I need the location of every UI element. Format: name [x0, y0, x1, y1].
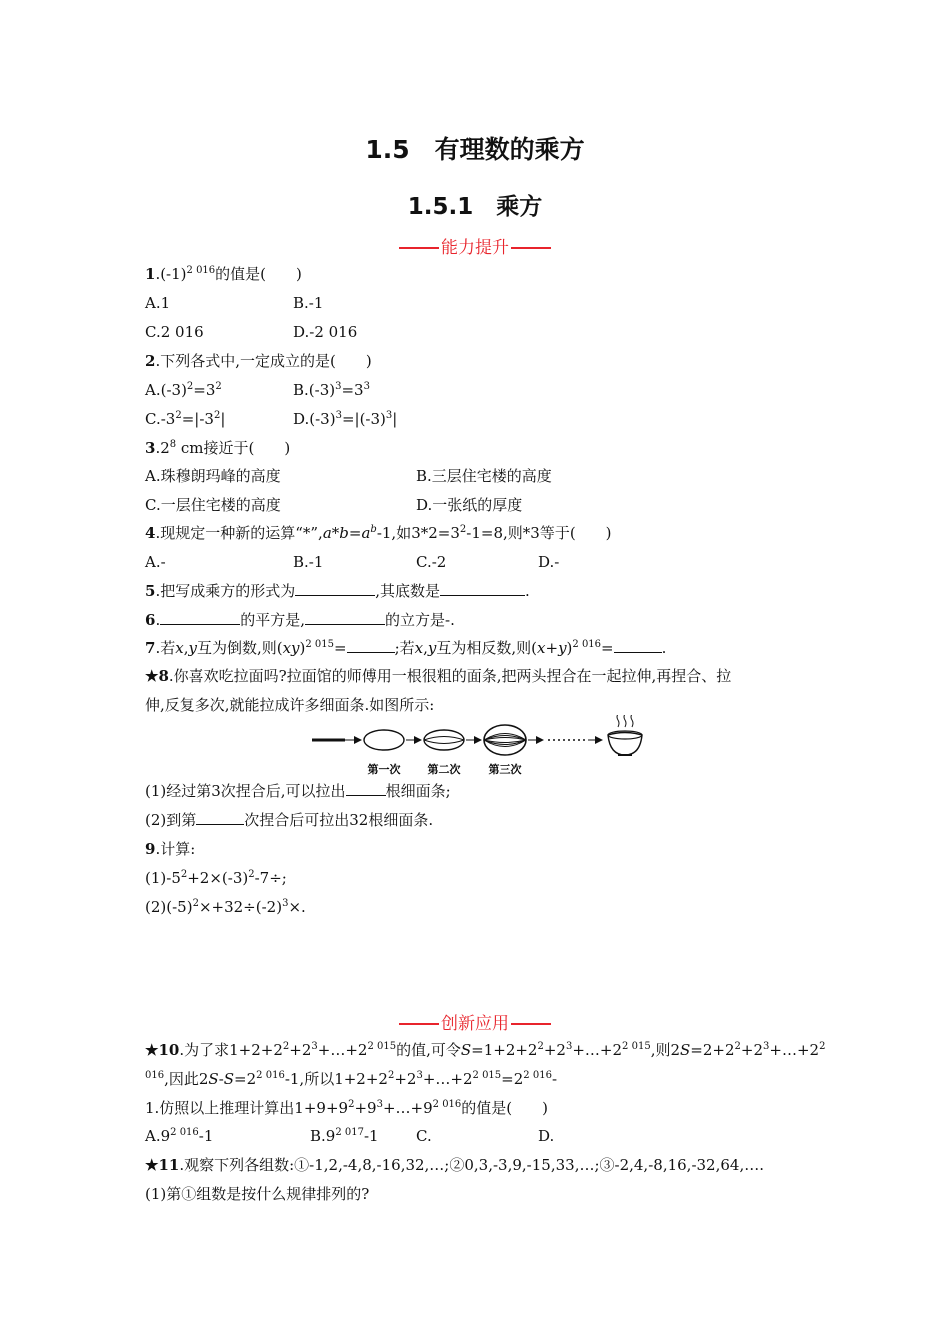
- noodle-figure: [310, 715, 650, 785]
- question-6: 6. 的平方是, 的立方是-.: [145, 611, 455, 629]
- q4-option-b: B.-1: [293, 553, 324, 571]
- answer-blank[interactable]: [347, 638, 395, 653]
- section-rule-left: [399, 1023, 439, 1025]
- section-rule-left: [399, 247, 439, 249]
- question-3: $3.2^8$ cm接近于( ): [145, 439, 291, 457]
- page-title: 1.5 有理数的乘方: [365, 135, 585, 164]
- section-rule-right: [511, 247, 551, 249]
- question-11: ★11.观察下列各组数:①-1,2,-4,8,-16,32,…;②0,3,-3,9,-15,33,…;③-2,4,-8,16,-32,64,….: [145, 1156, 764, 1174]
- question-9: 9.计算:: [145, 840, 196, 858]
- answer-blank[interactable]: [440, 581, 525, 596]
- q4-option-d: D.-: [538, 553, 560, 571]
- question-10-cont2: 1.仿照以上推理计算出$1+9+9^2+9^3+\dots+9^{2 016}$的值是( ): [145, 1099, 549, 1117]
- q2-option-d: $D.(-3)^3=|(-3)^3|$: [293, 410, 398, 428]
- q8-sub1: (1)经过第3次捏合后,可以拉出 根细面条;: [145, 782, 451, 800]
- question-1: $1.(-1)^{2 016}$的值是( ): [145, 265, 302, 283]
- q3-option-c: C.一层住宅楼的高度: [145, 496, 281, 514]
- q3-option-b: B.三层住宅楼的高度: [416, 467, 552, 485]
- section-header-ability: 能力提升: [0, 233, 950, 258]
- answer-blank[interactable]: [196, 810, 244, 825]
- page-subtitle: 1.5.1 乘方: [407, 194, 543, 220]
- question-7: 7.若x,y互为倒数,则(xy)$^{2 015}$= ;若x,y互为相反数,则$(x+y)^{2 016}=$ .: [145, 639, 667, 657]
- q1-option-a: A.1: [145, 294, 171, 312]
- section-rule-right: [511, 1023, 551, 1025]
- q2-option-b: $B.(-3)^3=3^3$: [293, 381, 370, 399]
- answer-blank[interactable]: [614, 638, 662, 653]
- question-8-cont: 伸,反复多次,就能拉成许多细面条.如图所示:: [145, 696, 435, 714]
- q4-option-c: C.-2: [416, 553, 447, 571]
- q10-option-b: $B.9^{2 017}-1$: [310, 1127, 379, 1145]
- question-10-cont: $^{016}$,因此$2S-S=2^{2 016}-1$,所以$1+2+2^2+2^3+\dots+2^{2 015}=2^{2 016}-$: [145, 1070, 558, 1088]
- q10-option-d: D.: [538, 1127, 555, 1145]
- question-5: 5.把写成乘方的形式为 ,其底数是 .: [145, 582, 530, 600]
- q9-sub1: $(1)-5^2+2\times(-3)^2-7\div$;: [145, 869, 287, 887]
- answer-blank[interactable]: [295, 581, 375, 596]
- fig-label-3: 第三次: [488, 763, 522, 776]
- q8-sub2: (2)到第 次捏合后可拉出32根细面条.: [145, 811, 434, 829]
- question-8: ★8.你喜欢吃拉面吗?拉面馆的师傅用一根很粗的面条,把两头捏合在一起拉伸,再捏合、拉: [145, 667, 732, 685]
- question-2: 2.下列各式中,一定成立的是( ): [145, 352, 372, 370]
- q11-sub1: (1)第①组数是按什么规律排列的?: [145, 1185, 370, 1203]
- q4-option-a: A.-: [145, 553, 166, 571]
- q2-option-a: $A.(-3)^2=3^2$: [145, 381, 222, 399]
- q1-option-b: B.-1: [293, 294, 324, 312]
- q10-option-a: $A.9^{2 016}-1$: [145, 1127, 214, 1145]
- q3-option-d: D.一张纸的厚度: [416, 496, 523, 514]
- answer-blank[interactable]: [305, 610, 385, 625]
- section-header-innovation: 创新应用: [0, 1009, 950, 1034]
- q2-option-c: $C.-3^2=|-3^2|$: [145, 410, 226, 428]
- q1-option-d: D.-2 016: [293, 323, 358, 341]
- question-4: 4.现规定一种新的运算“$*”,a*b=a^b-1$,如$3*2=3^2-1=8$,则*3等于( ): [145, 524, 612, 542]
- fig-label-2: 第二次: [427, 763, 461, 776]
- fig-label-1: 第一次: [367, 763, 401, 776]
- q3-option-a: A.珠穆朗玛峰的高度: [145, 467, 281, 485]
- q10-option-c: C.: [416, 1127, 432, 1145]
- answer-blank[interactable]: [160, 610, 240, 625]
- question-10: ★10.为了求$1+2+2^2+2^3+\dots+2^{2 015}$的值,可令$S=1+2+2^2+2^3+\dots+2^{2 015}$,则$2S=2+2^2+2^3+\dots+2^2$: [145, 1041, 826, 1059]
- answer-blank[interactable]: [346, 781, 386, 796]
- q1-option-c: C.2 016: [145, 323, 204, 341]
- q9-sub2: $(2)(-5)^2\times+32\div(-2)^3\times$.: [145, 898, 306, 916]
